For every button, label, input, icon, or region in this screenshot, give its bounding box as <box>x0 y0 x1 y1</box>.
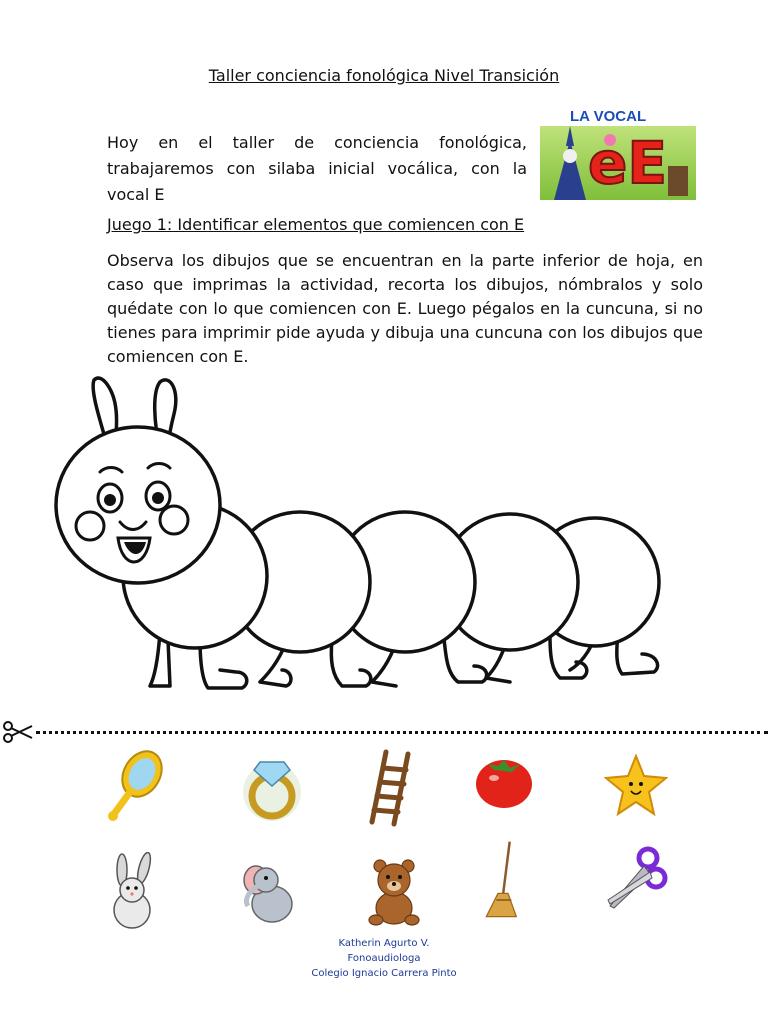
game-title: Juego 1: Identificar elementos que comiencen con E <box>107 215 525 234</box>
instructions-paragraph: Observa los dibujos que se encuentran en la parte inferior de hoja, en caso que imprimas la actividad, recorta los dibujos, nómbralos y solo quédate con lo que comiencen con E. Luego pégalos en la cuncuna, si no tienes para imprimir pide ayuda y dibuja una cuncuna con los dibujos que comiencen con E. <box>107 251 703 366</box>
cut-scissors-icon <box>2 720 34 744</box>
badge-label: LA VOCAL <box>570 108 647 125</box>
footer-school: Colegio Ignacio Carrera Pinto <box>311 968 457 979</box>
bear-icon <box>362 852 426 932</box>
ring-icon <box>240 748 304 828</box>
intro-paragraph: Hoy en el taller de conciencia fonológica, trabajaremos con silaba inicial vocálica, con la vocal E <box>107 133 527 204</box>
ladder-icon <box>354 748 418 828</box>
rabbit-icon <box>104 852 168 932</box>
broom-icon <box>476 840 540 920</box>
footer-role: Fonoaudiologa <box>347 953 421 964</box>
badge-letters: eE <box>588 129 667 197</box>
cut-line <box>36 731 768 734</box>
scissors-icon <box>604 842 668 922</box>
vowel-e-badge <box>540 108 696 200</box>
page-title: Taller conciencia fonológica Nivel Transición <box>208 66 560 85</box>
star-icon <box>604 752 668 832</box>
caterpillar-drawing <box>50 370 690 710</box>
footer-author: Katherin Agurto V. <box>338 938 430 949</box>
mirror-icon <box>104 748 168 828</box>
tomato-icon <box>472 748 536 828</box>
badge-image <box>540 126 696 200</box>
elephant-icon <box>236 852 300 932</box>
